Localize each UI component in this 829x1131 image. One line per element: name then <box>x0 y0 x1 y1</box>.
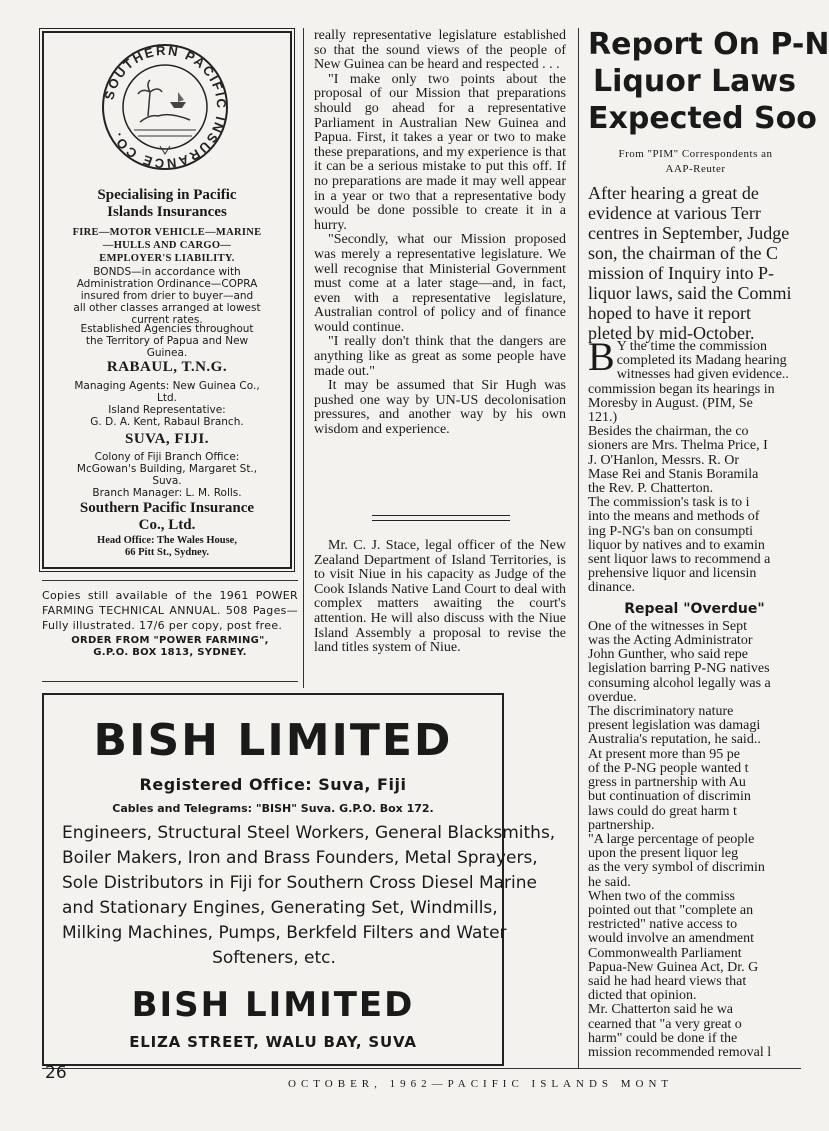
insurance-seal-logo <box>100 42 230 172</box>
text-line: but continuation of discrimin <box>588 789 751 805</box>
text-line: gress in partnership with Au <box>588 775 746 791</box>
text-line: At present more than 95 pe <box>588 746 741 762</box>
article-lede: After hearing a great de evidence at various Terr centres in September, Judge son, the chairman of the C mission of Inquiry into P- liquor laws, said the Commi hoped to have it report pleted by mid-October. <box>588 183 792 343</box>
paragraph: "I really don't think that the dangers are anything like as great as some people have made out." <box>314 334 566 379</box>
drop-cap: B <box>588 334 615 379</box>
text-line: Papua-New Guinea Act, Dr. G <box>588 959 759 975</box>
bish-services: Engineers, Structural Steel Workers, General Blacksmiths, Boiler Makers, Iron and Brass Founders, Metal Sprayers, Sole Distributors in Fiji for Southern Cross Diesel Marine and Stationary Engines, Generating Set, Windmills, Milking Machines, Pumps, Berkfeld Filters and Water Softeners, etc. <box>62 823 556 968</box>
insurance-lines-of-business: FIRE—MOTOR VEHICLE—MARINE —HULLS AND CARGO— EMPLOYER'S LIABILITY. <box>72 227 262 264</box>
footer-rule <box>42 1068 801 1069</box>
insurance-heading: Specialising in Pacific Islands Insurances <box>97 187 237 220</box>
text-line: legislation barring P-NG natives <box>588 661 770 677</box>
copies-notice: Copies still available of the 1961 POWER FARMING TECHNICAL ANNUAL. 508 Pages—Fully illustrated. 17/6 per copy, post free. ORDER FROM "POWER FARMING", G.P.O. BOX 1813, SYDNEY. <box>42 589 298 658</box>
section-divider <box>372 515 510 521</box>
head-office: Head Office: The Wales House, 66 Pitt St., Sydney. <box>97 535 237 558</box>
article-body-part-b <box>588 620 801 1060</box>
text-line: 121.) <box>588 410 618 426</box>
text-line: was the Acting Administrator <box>588 633 753 649</box>
bish-advertisement <box>42 693 556 1066</box>
text-line: witnesses had given evidence.. <box>616 367 789 383</box>
text-line: overdue. <box>588 689 637 705</box>
running-footer: OCTOBER, 1962—PACIFIC ISLANDS MONT <box>288 1078 674 1090</box>
text-line: dinance. <box>588 580 636 596</box>
svg-text:SOUTHERN PACIFIC INSURANCE CO.: SOUTHERN PACIFIC INSURANCE CO. <box>101 42 230 172</box>
text-line: the Rev. P. Chatterton. <box>588 481 714 497</box>
paragraph: really representative legislature established so that the sound views of the people of New Guinea can be heard and respected . . . <box>314 28 566 73</box>
paragraph: "Secondly, what our Mission proposed was merely a representative legislature. We well recognise that Ministerial Government must come at a later stage—and, in fact, even with a representative legislature, Australian control of policy and of finance would continue. <box>314 232 566 335</box>
paragraph: Mr. C. J. Stace, legal officer of the New Zealand Department of Island Territories, is to visit Niue in his capacity as Judge of the Cook Islands Native Land Court to deal with complex matters awaiting the court's attention. He will also discuss with the Niue Island Assembly a proposal to revise the land titles system of Niue. <box>314 538 566 656</box>
text-line: Australia's reputation, he said.. <box>588 732 761 748</box>
text-line: Moresby in August. (PIM, Se <box>588 395 753 411</box>
text-line: upon the present liquor leg <box>588 846 739 862</box>
text-line: sent liquor laws to recommend a <box>588 552 771 568</box>
insurance-established-text: Established Agencies throughout the Territory of Papua and New Guinea. <box>80 323 254 359</box>
text-line: Mr. Chatterton said he wa <box>588 1002 734 1018</box>
text-line: harm" could be done if the <box>588 1030 738 1046</box>
rabaul-heading: RABAUL, T.N.G. <box>106 359 228 375</box>
text-line: One of the witnesses in Sept <box>588 618 748 634</box>
text-line: commission began its hearings in <box>588 381 775 397</box>
stace-news-item <box>314 539 566 656</box>
divider <box>42 681 298 682</box>
page-number: 26 <box>45 1063 67 1083</box>
insurance-advertisement <box>42 31 292 569</box>
text-line: J. O'Hanlon, Messrs. R. Or <box>588 452 740 468</box>
text-line: into the means and methods of <box>588 509 760 525</box>
paragraph: "I make only two points about the proposal of our Mission that preparations should go ahead for a representative Parliament in Australian New Guinea and Papua. First, it takes a year or two to make these preparations, and my experience is that it can be a serious mistake to put this off. If no preparations are made it may well appear in a year or two that a representative body would be done possible to create it in a hurry. <box>314 71 566 233</box>
article-body-part-a <box>588 368 801 595</box>
text-line: present legislation was damagi <box>588 718 761 734</box>
article-headline: Report On P-N Liquor Laws Expected Soo <box>588 27 829 136</box>
bish-address: ELIZA STREET, WALU BAY, SUVA <box>129 1033 417 1051</box>
text-line: would involve an amendment <box>588 931 755 947</box>
byline: From "PIM" Correspondents an AAP-Reuter <box>618 148 773 175</box>
divider <box>42 580 298 581</box>
text-line: cearned that "a very great o <box>588 1016 742 1032</box>
text-line: restricted" native access to <box>588 917 738 933</box>
text-line: sioners are Mrs. Thelma Price, I <box>588 438 768 454</box>
text-line: The discriminatory nature <box>588 704 734 720</box>
company-name: Southern Pacific Insurance Co., Ltd. <box>79 500 255 533</box>
text-line: When two of the commiss <box>588 888 735 904</box>
text-line: Commonwealth Parliament <box>588 945 742 961</box>
text-line: ing P-NG's ban on consumpti <box>588 523 754 539</box>
suva-details: Colony of Fiji Branch Office: McGowan's Building, Margaret St., Suva. Branch Manager: L. M. Rolls. <box>76 451 258 499</box>
text-line: Mase Rei and Stanis Boramila <box>588 466 759 482</box>
column-rule <box>578 28 579 1068</box>
suva-heading: SUVA, FIJI. <box>125 431 209 447</box>
text-line: consuming alcohol legally was a <box>588 675 771 691</box>
text-line: pointed out that "complete an <box>588 902 754 918</box>
text-line: he said. <box>588 874 631 890</box>
text-line: John Gunther, who said repe <box>588 647 749 663</box>
paragraph: It may be assumed that Sir Hugh was pushed one way by UN-US decolonisation pressures, and another way by his own wisdom and experience. <box>314 378 566 438</box>
bish-title-repeat: BISH LIMITED <box>131 985 415 1025</box>
text-line: mission recommended removal l <box>588 1044 772 1060</box>
cables-line: Cables and Telegrams: "BISH" Suva. G.P.O. Box 172. <box>112 802 434 815</box>
bish-title: BISH LIMITED <box>93 715 453 766</box>
text-line: dicted that opinion. <box>588 988 697 1004</box>
article-continuation <box>314 29 566 438</box>
text-line: "A large percentage of people <box>588 831 755 847</box>
text-line: Besides the chairman, the co <box>588 424 749 440</box>
text-line: of the P-NG people wanted t <box>588 760 749 776</box>
text-line: liquor by natives and to examin <box>588 537 765 553</box>
text-line: The commission's task is to i <box>588 495 750 511</box>
text-line: prehensive liquor and licensin <box>588 566 757 582</box>
text-line: laws could do great harm t <box>588 803 737 819</box>
text-line: partnership. <box>588 817 655 833</box>
article-body: B Y the time the commission completed its Madang hearing witnesses had given evidence.. commission began its hearings in Moresby in August. (PIM, Se 121.) Besides the chairman, the co sioners are Mrs. Thelma Price, I J. O'Hanlon, Messrs. R. Or Mase Rei and Stanis Boramila the Rev. P. Chatterton. The commission's task is to i into the means and methods of ing P-NG's ban on consumpti liquor by natives and to examin sent liquor laws to recommend a prehensive liquor and licensin dinance. Repeal "Overdue" One of the witnesses in Sept was the Acting Administrator John Gunther, who said repe legislation barring P-NG natives consuming alcohol legally was a overdue. The discriminatory nature present legislation was damagi Australia's reputation, he said.. At present more than 95 pe of the P-NG people wanted t gress in partnership with Au but continuation of discrimin laws could do great harm t partnership. "A large percentage of people upon the present liquor leg as the very symbol of discrimin he said. When two of the commiss pointed out that "complete an restricted" native access to would involve an amendment Commonwealth Parliament Papua-New Guinea Act, Dr. G said he had heard views that dicted that opinion. Mr. Chatterton said he wa cearned that "a very great o harm" could be done if the mission recommended removal l <box>588 340 801 1060</box>
registered-office: Registered Office: Suva, Fiji <box>139 775 407 794</box>
insurance-bonds-text: BONDS—in accordance with Administration Ordinance—COPRA insured from drier to buyer—and all other classes arranged at lowest current rates. <box>73 266 261 326</box>
column-rule <box>303 28 304 688</box>
rabaul-details: Managing Agents: New Guinea Co., Ltd. Island Representative: G. D. A. Kent, Rabaul Branch. <box>74 380 260 428</box>
text-line: said he had heard views that <box>588 973 747 989</box>
text-line: as the very symbol of discrimin <box>588 860 765 876</box>
subheading: Repeal "Overdue" <box>624 600 765 617</box>
